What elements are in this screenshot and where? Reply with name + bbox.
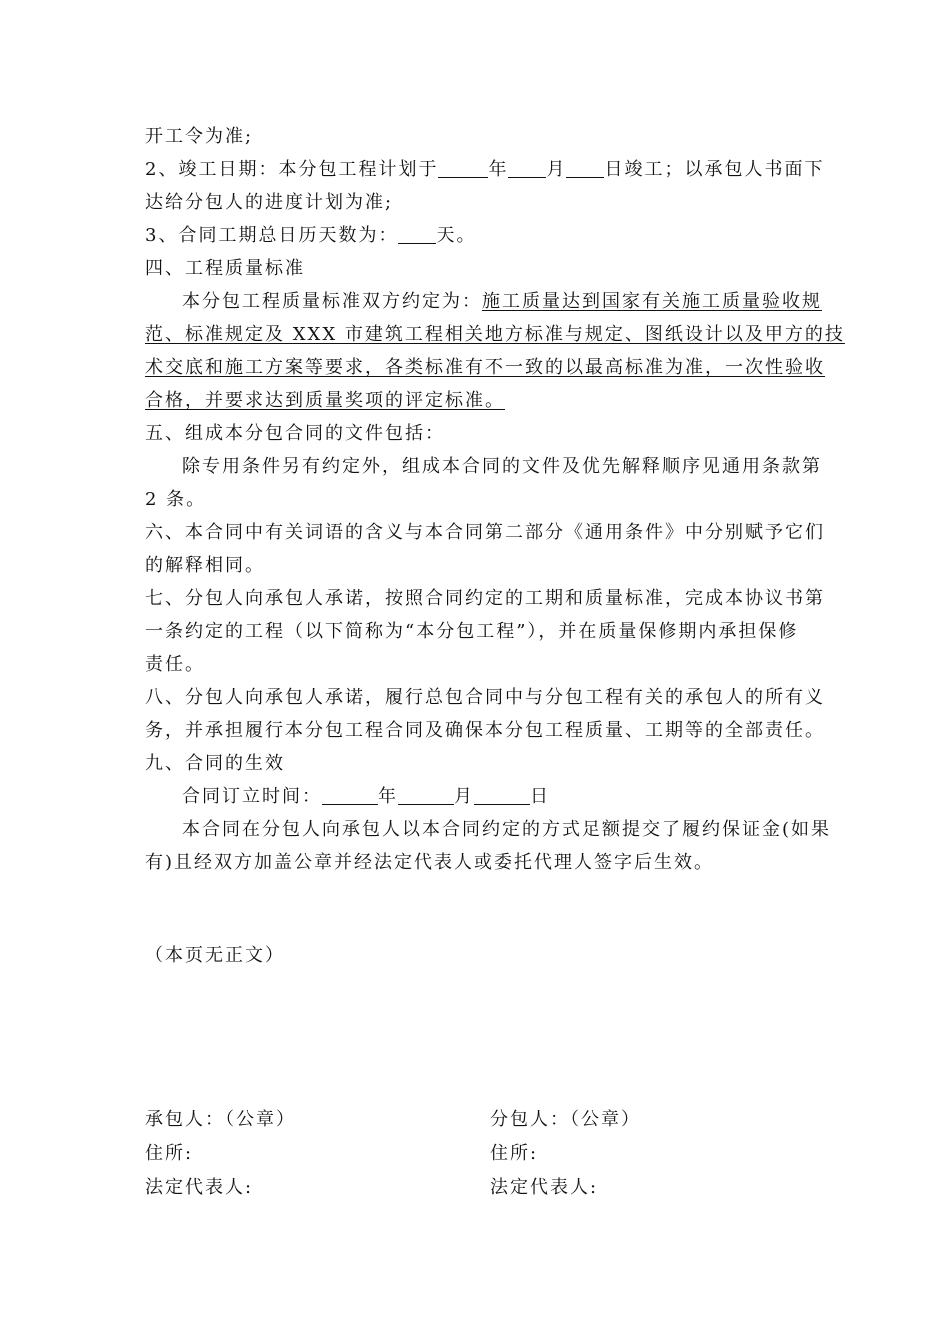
contractor-label: 承包人：（公章） xyxy=(145,1109,296,1130)
text-line: 开工令为准; xyxy=(145,126,254,147)
address-label-left: 住所: xyxy=(145,1143,194,1164)
text-line: 达给分包人的进度计划为准; xyxy=(145,192,394,213)
text-line: 的解释相同。 xyxy=(145,555,265,576)
text-segment: 本分包工程质量标准双方约定为： xyxy=(182,291,482,312)
section-heading: 六、本合同中有关词语的含义与本合同第二部分《通用条件》中分别赋予它们 xyxy=(145,522,825,543)
text-line: 责任。 xyxy=(145,654,205,675)
blank-day xyxy=(566,159,604,178)
section-heading: 五、组成本分包合同的文件包括： xyxy=(145,423,445,444)
underlined-text: 施工质量达到国家有关施工质量验收规 xyxy=(482,291,822,312)
blank-day xyxy=(474,786,530,805)
blank-month xyxy=(508,159,546,178)
subcontractor-label: 分包人：（公章） xyxy=(490,1109,641,1130)
quality-standard-line xyxy=(182,290,822,314)
blank-year xyxy=(322,786,378,805)
text-segment: 年 xyxy=(488,159,509,180)
text-line: 有)且经双方加盖公章并经法定代表人或委托代理人签字后生效。 xyxy=(145,852,715,873)
duration-line xyxy=(145,224,476,248)
legal-rep-label-right: 法定代表人: xyxy=(490,1177,599,1198)
text-segment: 日 xyxy=(530,786,550,807)
text-line: 本合同在分包人向承包人以本合同约定的方式足额提交了履约保证金(如果 xyxy=(182,819,832,840)
blank-days xyxy=(398,225,436,244)
text-segment: 月 xyxy=(454,786,474,807)
signing-date-line xyxy=(182,785,550,809)
text-segment: 天。 xyxy=(436,225,477,246)
underlined-text: 术交底和施工方案等要求，各类标准有不一致的以最高标准为准，一次性验收 xyxy=(145,357,825,378)
completion-date-line xyxy=(145,158,824,182)
text-line: 一条约定的工程（以下简称为“本分包工程”），并在质量保修期内承担保修 xyxy=(145,621,799,642)
blank-year xyxy=(438,159,488,178)
section-heading: 八、分包人向承包人承诺，履行总包合同中与分包工程有关的承包人的所有义 xyxy=(145,687,825,708)
text-segment: 3、合同工期总日历天数为： xyxy=(145,225,399,246)
legal-rep-label-left: 法定代表人: xyxy=(145,1177,254,1198)
text-segment: 日竣工；以承包人书面下 xyxy=(604,159,825,180)
text-segment: 合同订立时间： xyxy=(182,786,322,807)
section-heading: 四、工程质量标准 xyxy=(145,258,305,279)
text-line: 务，并承担履行本分包工程合同及确保本分包工程质量、工期等的全部责任。 xyxy=(145,720,825,741)
underlined-text: 合格，并要求达到质量奖项的评定标准。 xyxy=(145,390,505,411)
section-heading: 九、合同的生效 xyxy=(145,753,285,774)
text-line: 除专用条件另有约定外，组成本合同的文件及优先解释顺序见通用条款第 xyxy=(182,456,822,477)
text-segment: 2、竣工日期：本分包工程计划于 xyxy=(145,159,439,180)
blank-month xyxy=(398,786,454,805)
text-segment: 年 xyxy=(378,786,398,807)
address-label-right: 住所: xyxy=(490,1143,539,1164)
underlined-text: 范、标准规定及 XXX 市建筑工程相关地方标准与规定、图纸设计以及甲方的技 xyxy=(145,324,845,345)
text-line: 2 条。 xyxy=(145,489,207,510)
text-segment: 月 xyxy=(546,159,567,180)
section-heading: 七、分包人向承包人承诺，按照合同约定的工期和质量标准，完成本协议书第 xyxy=(145,588,825,609)
no-text-note: （本页无正文） xyxy=(145,945,285,966)
